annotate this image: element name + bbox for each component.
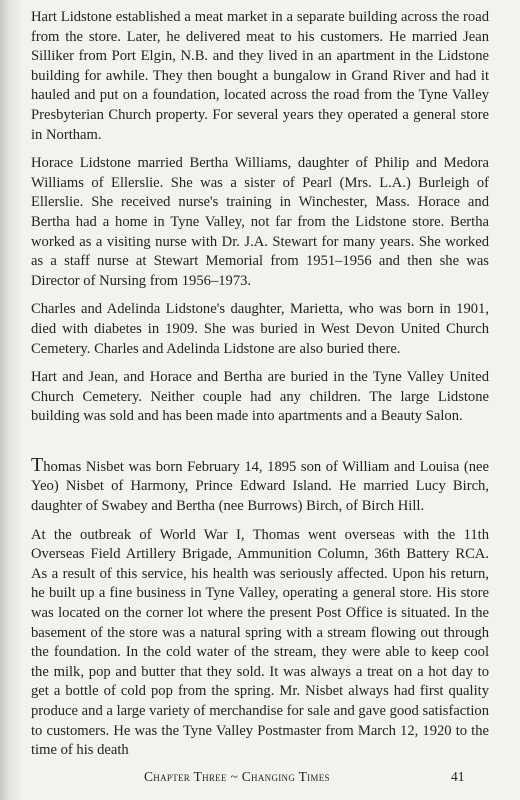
paragraph-nisbet-intro-text: homas Nisbet was born February 14, 1895 son of William and Louisa (nee Yeo) Nisbet of Harmony, Prince Edward Island. He married Lucy Birch, daughter of Swabey and Bertha (nee Burrows) Birch, of Birch Hill.: [31, 458, 489, 515]
page-number: 41: [451, 769, 465, 784]
chapter-title: Chapter Three ~ Changing Times: [144, 769, 330, 784]
paragraph-burials: Hart and Jean, and Horace and Bertha are buried in the Tyne Valley United Church Cemetery. Neither couple had any children. The large Lidstone building was sold and has been made into apartments and a Beauty Salon.: [31, 369, 489, 425]
paragraph-horace-lidstone: Horace Lidstone married Bertha Williams, daughter of Philip and Medora Williams of Ellerslie. She was a sister of Pearl (Mrs. L.A.) Burleigh of Ellerslie. She received nurse's training in Winchester, Mass. Horace and Bertha had a home in Tyne Valley, not far from the Lidstone store. Bertha worked as a visiting nurse with Dr. J.A. Stewart for many years. She worked as a staff nurse at Stewart Memorial from 1951–1956 and then she was Director of Nursing from 1956–1973.: [31, 155, 489, 289]
paragraph-nisbet-war: At the outbreak of World War I, Thomas went overseas with the 11th Overseas Field Artillery Brigade, Ammunition Column, 36th Battery RCA. As a result of this service, his health was seriously affected. Upon his return, he built up a fine business in Tyne Valley, operating a general store. His store was located on the corner lot where the present Post Office is situated. In the basement of the store was a natural spring with a stream flowing out through the foundation. In the cold water of the stream, they were able to keep cool the milk, pop and butter that they sold. It was always a treat on a hot day to get a bottle of cold pop from the spring. Mr. Nisbet always had first quality produce and a large variety of merchandise for sale and gave good satisfaction to customers. He was the Tyne Valley Postmaster from March 12, 1920 to the time of his death: [31, 526, 489, 759]
paragraph-marietta: Charles and Adelinda Lidstone's daughter, Marietta, who was born in 1901, died with diabetes in 1909. She was buried in West Devon United Church Cemetery. Charles and Adelinda Lidstone are also buried there.: [31, 301, 489, 357]
drop-cap: T: [31, 453, 44, 476]
page-text: [31, 8, 489, 770]
section-gap: [31, 436, 489, 458]
paragraph-nisbet-intro: [31, 453, 489, 517]
page-footer: [0, 769, 520, 789]
paragraph-hart-lidstone: Hart Lidstone established a meat market in a separate building across the road from the store. Later, he delivered meat to his customers. He married Jean Silliker from Port Elgin, N.B. and they lived in an apartment in the Lidstone building for awhile. They then bought a bungalow in Grand River and had it hauled and put on a foundation, located across the road from the Tyne Valley Presbyterian Church property. For several years they operated a general store in Northam.: [31, 9, 489, 143]
